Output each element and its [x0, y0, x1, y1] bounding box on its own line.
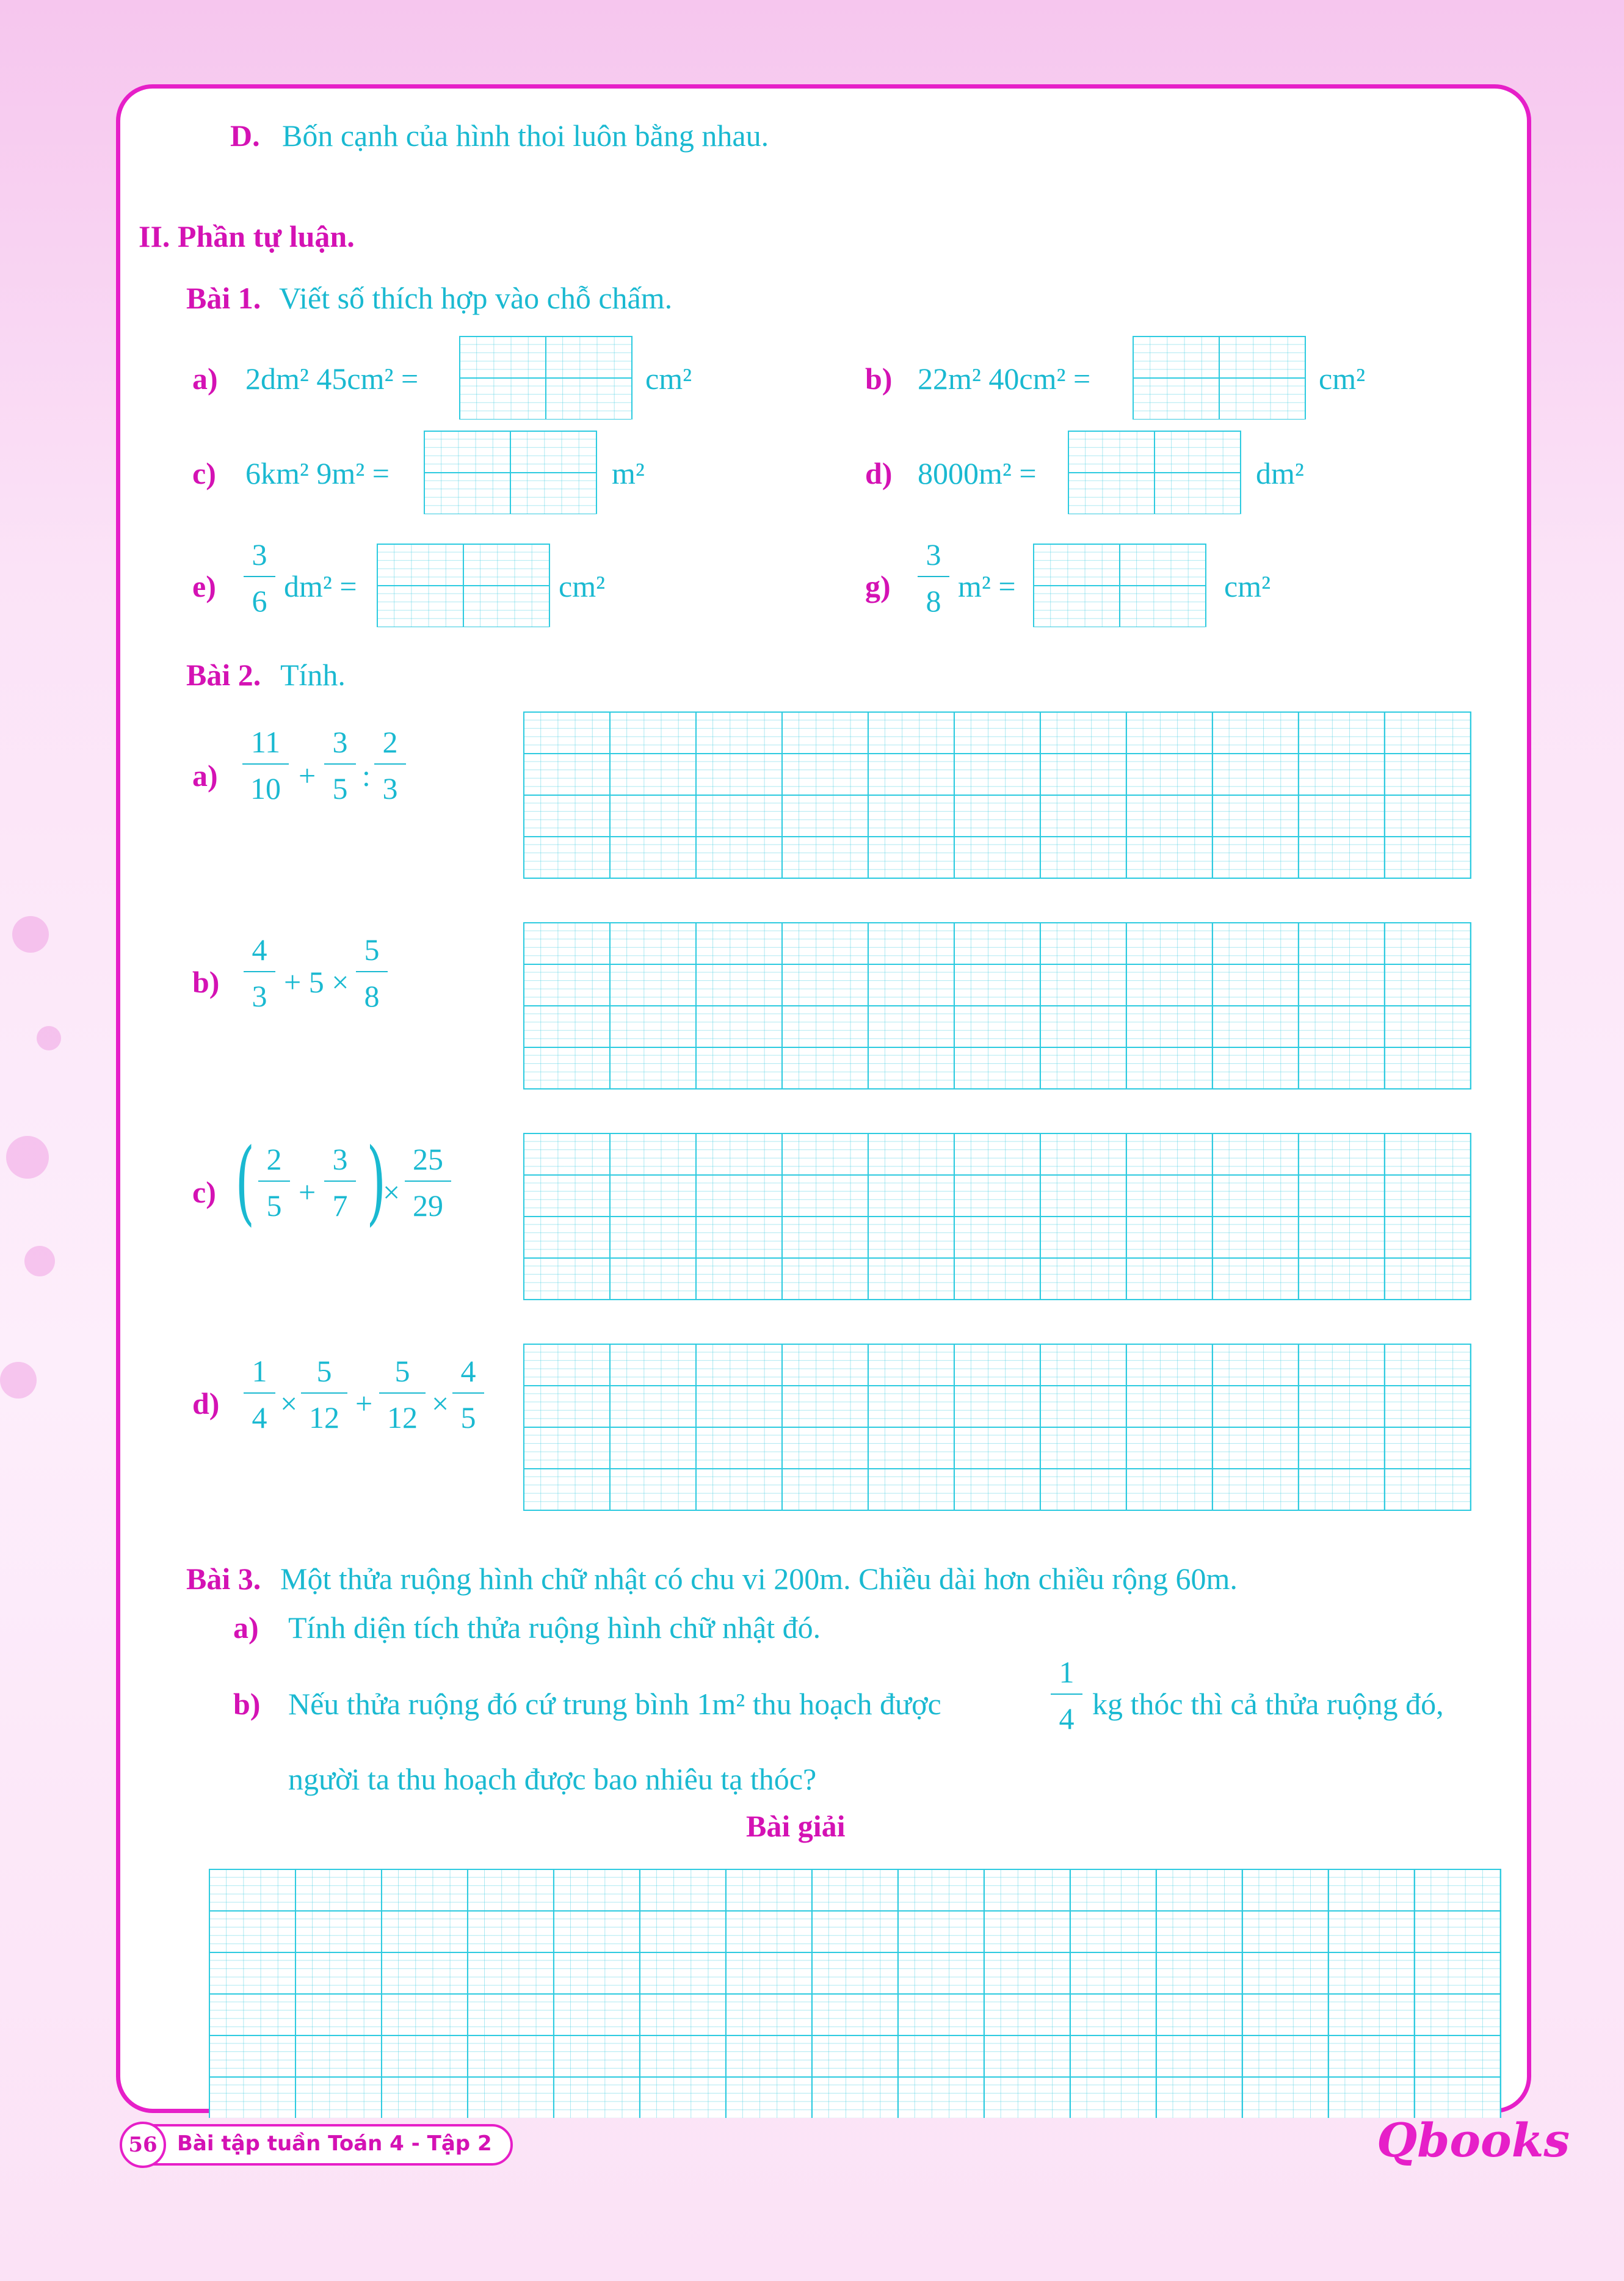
bai2-c-fraction-3 [402, 1144, 454, 1221]
denominator: 5 [460, 1400, 476, 1435]
bai3-b-label: b) [233, 1687, 261, 1721]
decor-blot [6, 1136, 49, 1179]
numerator: 3 [252, 537, 267, 572]
numerator: 4 [252, 933, 267, 967]
decor-blot [0, 1362, 37, 1399]
bai3-a-label: a) [233, 1610, 259, 1645]
bai1-b-label: b) [865, 362, 893, 396]
bai2-d-fraction-4 [450, 1356, 487, 1433]
denominator: 29 [413, 1188, 443, 1223]
numerator: 2 [382, 725, 398, 759]
bai2-b-label: b) [192, 965, 220, 999]
bai1-e-answer-box[interactable] [377, 544, 550, 627]
denominator: 4 [1059, 1701, 1075, 1736]
numerator: 3 [332, 725, 348, 759]
bai1-c-unit: m² [612, 456, 645, 490]
numerator: 5 [394, 1354, 410, 1388]
bai2-a-fraction-3 [372, 727, 408, 804]
denominator: 10 [250, 771, 281, 806]
bai1-g-fraction [915, 539, 952, 616]
decor-blot [37, 1026, 61, 1050]
option-d-label: D. [230, 118, 260, 153]
bai3-label: Bài 3. [186, 1562, 261, 1596]
bai1-g-answer-box[interactable] [1033, 544, 1206, 627]
bai1-e-fraction [241, 539, 278, 616]
bai3-b-text2: kg thóc thì cả thửa ruộng đó, [1092, 1687, 1444, 1721]
denominator: 5 [332, 771, 348, 806]
bai1-c-label: c) [192, 456, 216, 490]
numerator: 5 [364, 933, 380, 967]
bai1-a-label: a) [192, 362, 218, 396]
bai2-label: Bài 2. [186, 658, 261, 692]
denominator: 6 [252, 584, 267, 618]
publisher-logo: Qbooks [1377, 2113, 1570, 2167]
bai1-e-unit: cm² [559, 569, 606, 603]
bai1-a-expr: 2dm² 45cm² = [245, 362, 419, 396]
bai2-d-fraction-2 [299, 1356, 350, 1433]
bai2-c-work-grid[interactable] [523, 1133, 1471, 1300]
bai2-a-fraction-1 [240, 727, 291, 804]
bai2-prompt: Tính. [280, 658, 346, 692]
denominator: 4 [252, 1400, 267, 1435]
numerator: 1 [252, 1354, 267, 1388]
bai1-g-unit: cm² [1224, 569, 1271, 603]
denominator: 8 [364, 979, 380, 1013]
decor-blot [12, 916, 49, 953]
worksheet-card [116, 84, 1531, 2113]
left-parenthesis: ( [235, 1129, 255, 1235]
decor-blot [24, 1246, 55, 1276]
denominator: 12 [387, 1400, 418, 1435]
right-parenthesis: ) [366, 1129, 386, 1235]
bai1-d-unit: dm² [1256, 456, 1304, 490]
bai2-a-label: a) [192, 759, 218, 793]
section-title: II. Phần tự luận. [139, 219, 355, 253]
numerator: 2 [266, 1142, 282, 1176]
bai2-b-fraction-1 [241, 934, 278, 1011]
bai2-c-fraction-2 [322, 1144, 358, 1221]
bai2-c-fraction-1 [256, 1144, 292, 1221]
bai2-d-work-grid[interactable] [523, 1344, 1471, 1511]
bai2-c-op1: + [299, 1175, 316, 1209]
bai2-a-op1: + [299, 759, 316, 793]
bai1-g-expr: m² = [958, 569, 1016, 603]
bai1-a-answer-box[interactable] [459, 336, 633, 420]
bai1-prompt: Viết số thích hợp vào chỗ chấm. [279, 281, 673, 315]
numerator: 1 [1059, 1655, 1075, 1689]
bai1-c-answer-box[interactable] [424, 431, 597, 514]
bai3-b-text1: Nếu thửa ruộng đó cứ trung bình 1m² thu hoạch được [288, 1687, 941, 1721]
bai2-a-work-grid[interactable] [523, 711, 1471, 879]
bai1-e-label: e) [192, 569, 216, 603]
bai1-g-label: g) [865, 569, 891, 603]
bai1-a-unit: cm² [645, 362, 692, 396]
bai2-a-op2: : [362, 759, 371, 793]
bai2-b-fraction-2 [353, 934, 390, 1011]
bai2-c-label: c) [192, 1175, 216, 1209]
denominator: 12 [309, 1400, 339, 1435]
denominator: 8 [926, 584, 941, 618]
bai3-a-text: Tính diện tích thửa ruộng hình chữ nhật đó. [288, 1610, 821, 1645]
bai2-a-fraction-2 [322, 727, 358, 804]
bai2-b-work-grid[interactable] [523, 922, 1471, 1090]
option-d-text: Bốn cạnh của hình thoi luôn bằng nhau. [282, 118, 769, 153]
bai1-b-expr: 22m² 40cm² = [918, 362, 1091, 396]
bai1-e-expr: dm² = [284, 569, 357, 603]
denominator: 5 [266, 1188, 282, 1223]
denominator: 7 [332, 1188, 348, 1223]
bai1-b-answer-box[interactable] [1133, 336, 1306, 420]
numerator: 5 [316, 1354, 332, 1388]
numerator: 4 [460, 1354, 476, 1388]
bai2-b-op1: + 5 × [284, 965, 349, 999]
bai3-b-fraction [1048, 1657, 1085, 1734]
bai1-d-answer-box[interactable] [1068, 431, 1241, 514]
bai2-d-op1: × [280, 1386, 298, 1421]
numerator: 11 [250, 725, 281, 759]
bai2-d-fraction-1 [241, 1356, 278, 1433]
bai2-d-op3: × [432, 1386, 449, 1421]
bai2-d-fraction-3 [377, 1356, 428, 1433]
footer-book-title: Bài tập tuần Toán 4 - Tập 2 [177, 2131, 492, 2156]
bai1-label: Bài 1. [186, 281, 261, 315]
denominator: 3 [252, 979, 267, 1013]
bai1-b-unit: cm² [1319, 362, 1366, 396]
bai3-prompt: Một thửa ruộng hình chữ nhật có chu vi 200m. Chiều dài hơn chiều rộng 60m. [280, 1562, 1238, 1596]
page-number: 56 [120, 2122, 166, 2168]
solution-work-grid[interactable] [209, 1869, 1501, 2118]
bai3-b-text3: người ta thu hoạch được bao nhiêu tạ thóc? [288, 1762, 817, 1796]
bai2-d-label: d) [192, 1386, 220, 1421]
numerator: 3 [926, 537, 941, 572]
bai1-d-label: d) [865, 456, 893, 490]
bai1-d-expr: 8000m² = [918, 456, 1037, 490]
bai2-c-op2: × [383, 1175, 401, 1209]
solution-title: Bài giải [746, 1809, 846, 1843]
numerator: 3 [332, 1142, 348, 1176]
denominator: 3 [382, 771, 398, 806]
bai2-d-op2: + [355, 1386, 373, 1421]
bai1-c-expr: 6km² 9m² = [245, 456, 390, 490]
numerator: 25 [413, 1142, 443, 1176]
